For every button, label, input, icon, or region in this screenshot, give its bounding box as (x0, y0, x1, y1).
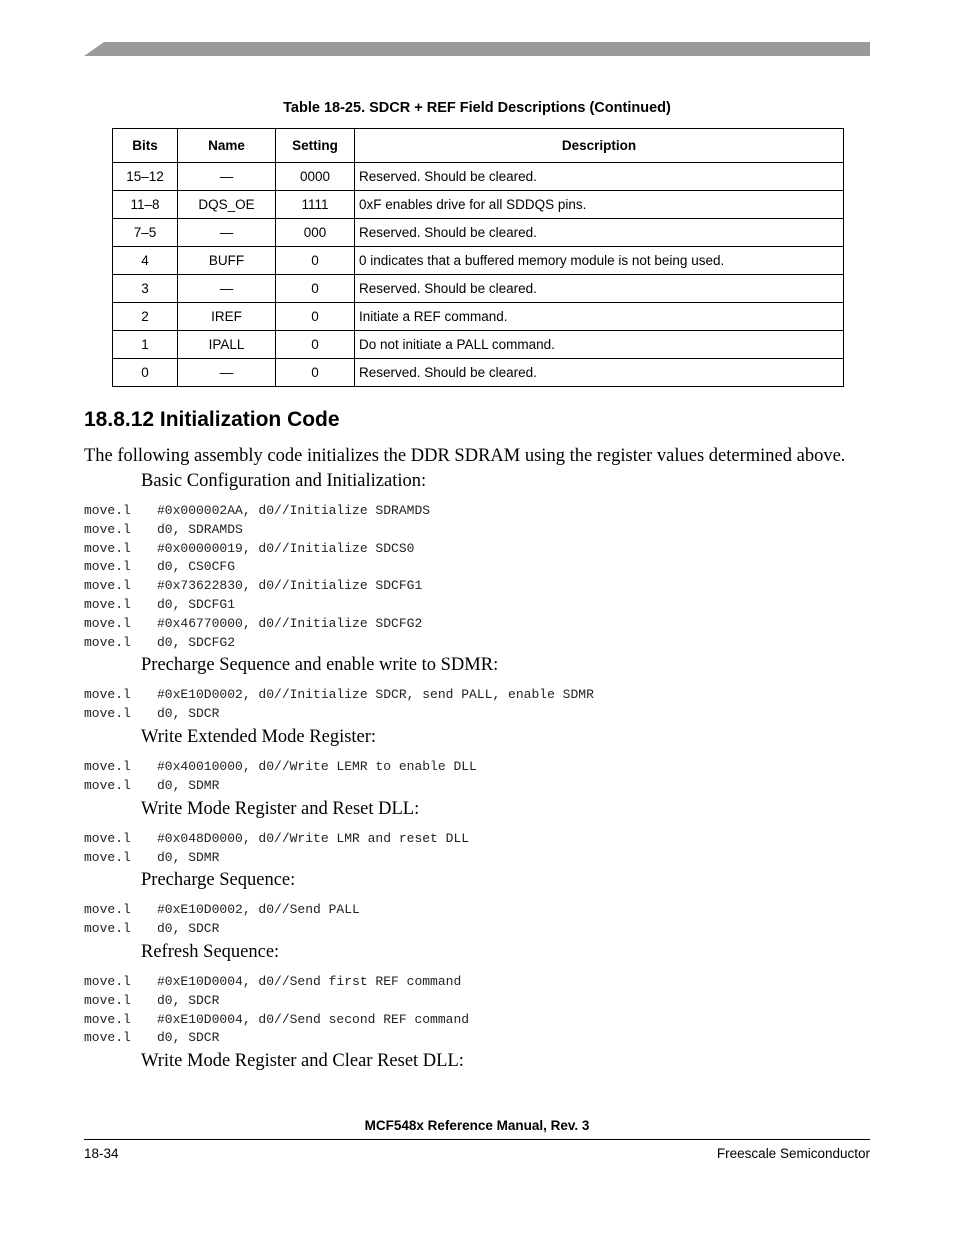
code-opcode: move.l (84, 540, 131, 556)
code-opcode: move.l (84, 578, 131, 594)
code-line (84, 521, 430, 540)
code-opcode: move.l (84, 596, 131, 612)
table-row (113, 247, 844, 275)
table-row (113, 331, 844, 359)
code-opcode: move.l (84, 1011, 131, 1027)
footer-rule (84, 1139, 870, 1140)
code-opcode: move.l (84, 705, 131, 721)
code-block-label: Write Extended Mode Register: (141, 727, 377, 747)
code-operands: #0xE10D0002, d0//Initialize SDCR, send PALL, enable SDMR (157, 687, 594, 702)
table-cell: 3 (113, 275, 178, 303)
code-opcode: move.l (84, 503, 131, 518)
code-operands: d0, SDMR (157, 849, 220, 865)
code-line (84, 502, 430, 521)
page-number: 18-34 (84, 1146, 119, 1161)
column-header: Name (178, 129, 276, 163)
table-row (113, 303, 844, 331)
code-listing (84, 973, 469, 1048)
code-block-label: Write Mode Register and Reset DLL: (141, 799, 420, 819)
code-listing (84, 901, 360, 939)
code-operands: d0, SDCFG1 (157, 596, 236, 612)
code-operands: #0xE10D0004, d0//Send second REF command (157, 1011, 470, 1027)
table-cell: DQS_OE (178, 191, 276, 219)
code-operands: #0x00000019, d0//Initialize SDCS0 (157, 540, 415, 556)
table-cell: 4 (113, 247, 178, 275)
code-line (84, 1011, 469, 1030)
table-cell: IREF (178, 303, 276, 331)
table-cell: Initiate a REF command. (355, 303, 844, 331)
intro-paragraph: The following assembly code initializes the DDR SDRAM using the register values determined above. (84, 446, 846, 466)
code-line (84, 634, 430, 653)
company-name: Freescale Semiconductor (716, 1146, 870, 1161)
code-line (84, 920, 360, 939)
table-cell: 0xF enables drive for all SDDQS pins. (355, 191, 844, 219)
code-line (84, 973, 469, 992)
code-line (84, 777, 477, 796)
table-cell: 1 (113, 331, 178, 359)
table-cell: BUFF (178, 247, 276, 275)
table-cell: Reserved. Should be cleared. (355, 219, 844, 247)
code-opcode: move.l (84, 615, 131, 631)
code-listing (84, 686, 594, 724)
code-line (84, 686, 594, 705)
code-line (84, 577, 430, 596)
table-row (113, 191, 844, 219)
code-operands: #0x73622830, d0//Initialize SDCFG1 (157, 578, 423, 594)
code-operands: d0, SDMR (157, 777, 220, 793)
code-opcode: move.l (84, 759, 131, 774)
table-cell: 1111 (276, 191, 355, 219)
code-opcode: move.l (84, 992, 131, 1008)
table-cell: Reserved. Should be cleared. (355, 163, 844, 191)
code-opcode: move.l (84, 902, 131, 917)
code-block-label: Write Mode Register and Clear Reset DLL: (141, 1051, 464, 1071)
code-opcode: move.l (84, 521, 131, 537)
table-title: Table 18-25. SDCR + REF Field Descriptions (Continued) (283, 100, 671, 116)
table-cell: — (178, 359, 276, 387)
code-block-label: Precharge Sequence and enable write to SDMR: (141, 655, 499, 675)
table-cell: Do not initiate a PALL command. (355, 331, 844, 359)
table-cell: 0 (113, 359, 178, 387)
column-header: Description (355, 129, 844, 163)
column-header: Bits (113, 129, 178, 163)
code-opcode: move.l (84, 974, 131, 989)
table-cell: — (178, 275, 276, 303)
code-line (84, 758, 477, 777)
code-operands: #0x46770000, d0//Initialize SDCFG2 (157, 615, 423, 631)
table-row (113, 359, 844, 387)
code-block-label: Refresh Sequence: (141, 942, 280, 962)
code-line (84, 540, 430, 559)
table-cell: 0 indicates that a buffered memory module is not being used. (355, 247, 844, 275)
code-operands: #0x000002AA, d0//Initialize SDRAMDS (157, 503, 431, 518)
table-cell: 0 (276, 331, 355, 359)
code-opcode: move.l (84, 1030, 131, 1046)
code-opcode: move.l (84, 849, 131, 865)
table-row (113, 163, 844, 191)
code-operands: d0, CS0CFG (157, 559, 236, 575)
table-cell: 0 (276, 303, 355, 331)
code-operands: #0xE10D0004, d0//Send first REF command (157, 974, 462, 989)
code-operands: d0, SDCR (157, 992, 220, 1008)
table-cell: 11–8 (113, 191, 178, 219)
code-line (84, 705, 594, 724)
code-operands: d0, SDCR (157, 1030, 220, 1046)
section-heading: 18.8.12 Initialization Code (84, 408, 340, 431)
code-listing (84, 502, 430, 652)
table-cell: 0 (276, 247, 355, 275)
code-operands: d0, SDCR (157, 920, 220, 936)
table-header-row (113, 129, 844, 163)
code-line (84, 849, 469, 868)
column-header: Setting (276, 129, 355, 163)
code-block-label: Basic Configuration and Initialization: (141, 471, 427, 491)
code-opcode: move.l (84, 634, 131, 650)
table-cell: 0 (276, 275, 355, 303)
code-opcode: move.l (84, 831, 131, 846)
code-line (84, 830, 469, 849)
table-cell: Reserved. Should be cleared. (355, 275, 844, 303)
table-cell: 0 (276, 359, 355, 387)
code-line (84, 596, 430, 615)
table-cell: IPALL (178, 331, 276, 359)
table-row (113, 275, 844, 303)
code-listing (84, 830, 469, 868)
code-line (84, 1029, 469, 1048)
table-cell: 2 (113, 303, 178, 331)
footer-title: MCF548x Reference Manual, Rev. 3 (364, 1118, 590, 1133)
table-cell: — (178, 163, 276, 191)
header-bar (84, 42, 870, 56)
code-opcode: move.l (84, 777, 131, 793)
code-listing (84, 758, 477, 796)
field-descriptions-table (112, 128, 844, 387)
code-line (84, 615, 430, 634)
code-operands: d0, SDCFG2 (157, 634, 236, 650)
table-cell: 000 (276, 219, 355, 247)
code-operands: #0xE10D0002, d0//Send PALL (157, 902, 360, 917)
code-opcode: move.l (84, 920, 131, 936)
code-line (84, 992, 469, 1011)
code-opcode: move.l (84, 687, 131, 702)
code-block-label: Precharge Sequence: (141, 870, 296, 890)
code-operands: d0, SDCR (157, 705, 220, 721)
code-opcode: move.l (84, 559, 131, 575)
code-line (84, 901, 360, 920)
code-operands: #0x048D0000, d0//Write LMR and reset DLL (157, 831, 470, 846)
table-cell: 0000 (276, 163, 355, 191)
table-cell: Reserved. Should be cleared. (355, 359, 844, 387)
code-operands: d0, SDRAMDS (157, 521, 243, 537)
table-cell: 7–5 (113, 219, 178, 247)
code-line (84, 558, 430, 577)
table-cell: 15–12 (113, 163, 178, 191)
table-row (113, 219, 844, 247)
code-operands: #0x40010000, d0//Write LEMR to enable DLL (157, 759, 477, 774)
table-cell: — (178, 219, 276, 247)
